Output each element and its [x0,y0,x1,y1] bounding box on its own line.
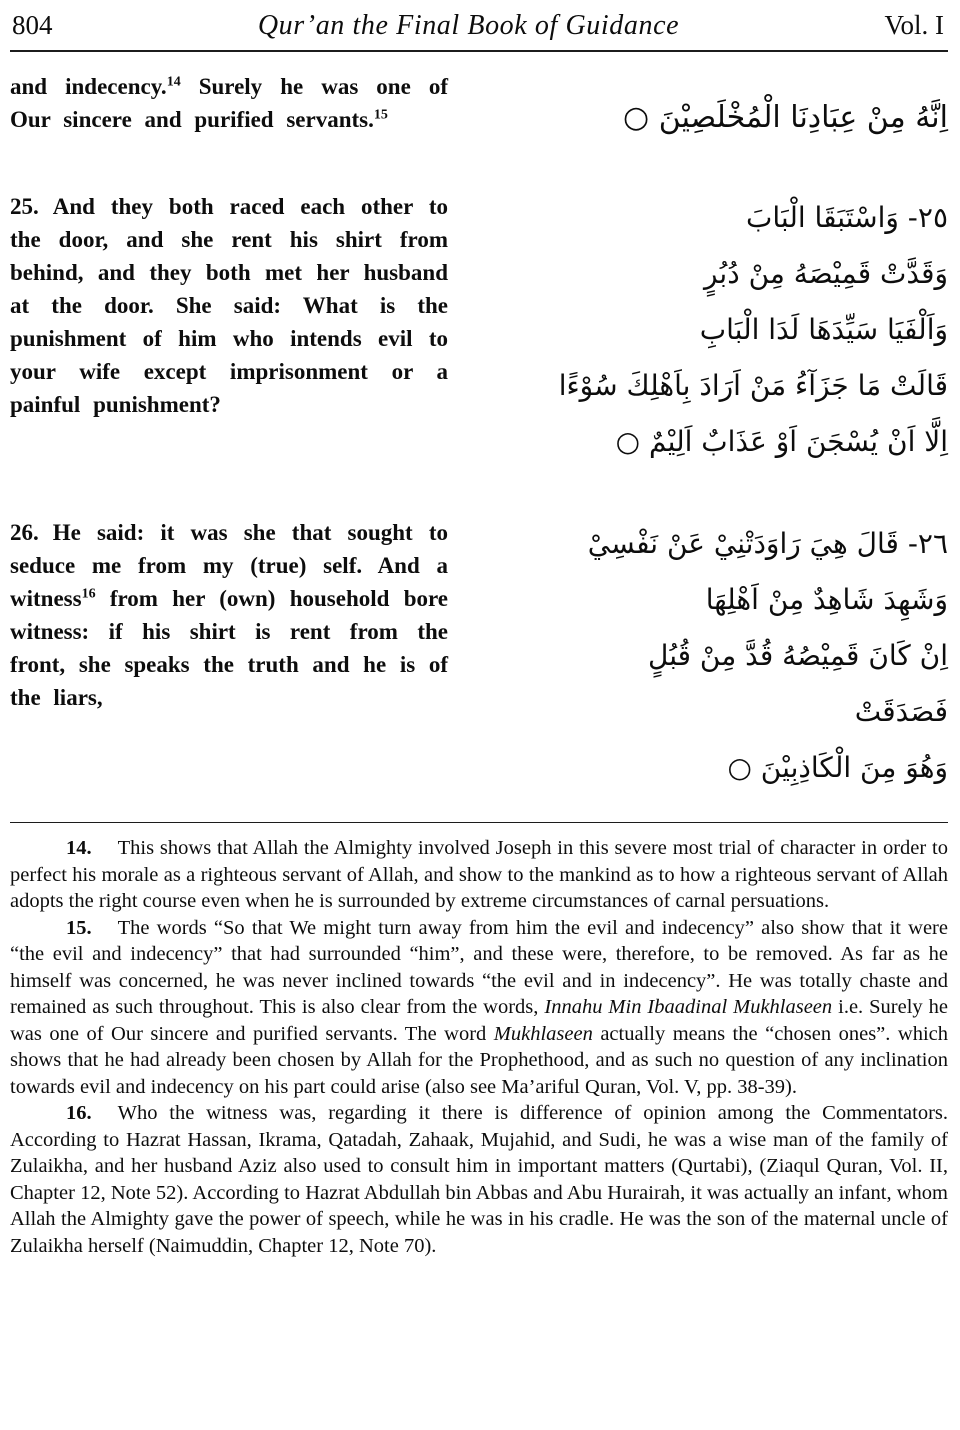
verse-24-english-column [10,70,448,136]
footnote-ref-15: 15 [373,107,388,123]
footnotes-section [10,823,948,1259]
page-header [10,6,948,50]
arabic-line: وَشَهِدَ شَاهِدٌ مِنْ اَهْلِهَا [705,583,948,616]
verse-25-arabic-column [448,190,948,470]
verse-25-block [10,190,948,470]
verse-26-english-text [10,516,448,714]
english-text: He said: it was she that sought to seduce me from my (true) self. And a witness [10,520,448,611]
footnote-number: 16. [66,1102,92,1124]
english-text: And they both raced each other to the door, and she rent his shirt from behind, and they both met her husband at the door. She said: What is the punishment of him who intends evil to your wife except imprisonment or a painful punishment? [10,194,448,417]
footnote-text: The words “So that We might turn away from him the evil and indecency” also show that it were “the evil and indecency” that had surrounded “him”, and these were, therefore, to be removed. As far as he himself was concerned, he was never inclined towards “the evil and in indecency”. He was totally chaste and remained as such throughout. This is also clear from the words, [10,916,948,1018]
footnote-15 [10,915,948,1101]
arabic-line: ٢٥- وَاسْتَبَقَا الْبَابَ [746,201,948,234]
verse-24-arabic-column [448,70,948,146]
arabic-line: ٢٦- قَالَ هِيَ رَاوَدَتْنِيْ عَنْ نَفْسِيْ [587,527,948,560]
verse-number: 25. [10,194,39,219]
verse-24-block [10,70,948,146]
arabic-line: وَاَلْفَيَا سَيِّدَهَا لَدَا الْبَابِ [699,313,948,346]
footnote-ref-16: 16 [81,586,96,602]
english-text: from her (own) household bore witness: if his shirt is rent from the front, she speaks the truth and he is of the liars, [10,586,448,710]
arabic-line: اِلَّا اَنْ يُسْجَنَ اَوْ عَذَابٌ اَلِيْمٌ ○ [615,425,948,458]
arabic-line: فَصَدَقَتْ [854,695,948,728]
arabic-line: قَالَتْ مَا جَزَآءُ مَنْ اَرَادَ بِاَهْلِكَ سُوْءًا [558,369,948,402]
arabic-line: اِنَّهُ مِنْ عِبَادِنَا الْمُخْلَصِيْنَ ○ [623,100,948,135]
verse-number: 26. [10,520,39,545]
english-text: and indecency. [10,74,167,99]
footnote-text-italic: Innahu Min Ibaadinal Mukhlaseen [544,996,833,1018]
footnote-14 [10,835,948,915]
scripture-content [10,70,948,796]
footnote-number: 14. [66,837,92,859]
footnote-16 [10,1100,948,1259]
footnote-text: Who the witness was, regarding it there is difference of opinion among the Commentators. According to Hazrat Hassan, Ikrama, Qatadah, Zahaak, Mujahid, and Sudi, he was a wise man of the family of Zulaikha, and her husband Aziz also used to consult him in important matters (Qurtabi), (Ziaqul Quran, Vol. II, Chapter 12, Note 52). According to Hazrat Abdullah bin Abbas and Abu Hurairah, it was actually an infant, whom Allah the Almighty gave the power of speech, while he was in his cradle. He was the son of the maternal uncle of Zulaikha herself (Naimuddin, Chapter 12, Note 70). [10,1102,948,1257]
verse-24-english-text [10,70,448,136]
verse-26-block [10,516,948,796]
book-title: Qur’an the Final Book of Guidance [257,10,680,41]
arabic-line: وَقَدَّتْ قَمِيْصَهُ مِنْ دُبُرٍ [703,257,948,290]
verse-26-arabic-column [448,516,948,796]
footnote-number: 15. [66,916,92,939]
verse-26-english-column [10,516,448,714]
arabic-line: وَهُوَ مِنَ الْكَاذِبِيْنَ ○ [727,751,948,784]
verse-25-english-text [10,190,448,421]
footnote-text-italic: Mukhlaseen [493,1022,593,1045]
arabic-line: اِنْ كَانَ قَمِيْصُهُ قُدَّ مِنْ قُبُلٍ [647,639,948,672]
footnote-text: i.e. Surely he was one of Our sincere and purified servants. The word [10,996,948,1045]
footnote-text: This shows that Allah the Almighty involved Joseph in this severe most trial of character in order to perfect his morale as a righteous servant of Allah, and show to the mankind as to how a righteous servant of Allah adopts the right course even when he is surrounded by extreme circumstances of carnal persuations. [10,837,948,912]
verse-25-english-column [10,190,448,421]
footnote-text: actually means the “chosen ones”. which shows that he had already been chosen by Allah for the Prophethood, and as such no question of any inclination towards evil and indecency on his part could arise (also see Ma’ariful Quran, Vol. V, pp. 38-39). [10,1022,948,1098]
footnote-ref-14: 14 [166,74,181,90]
header-rule [10,50,948,52]
english-text: Surely he was one of Our sincere and purified servants. [10,74,448,132]
volume-label: Vol. I [884,10,944,40]
page-number: 804 [12,10,53,40]
